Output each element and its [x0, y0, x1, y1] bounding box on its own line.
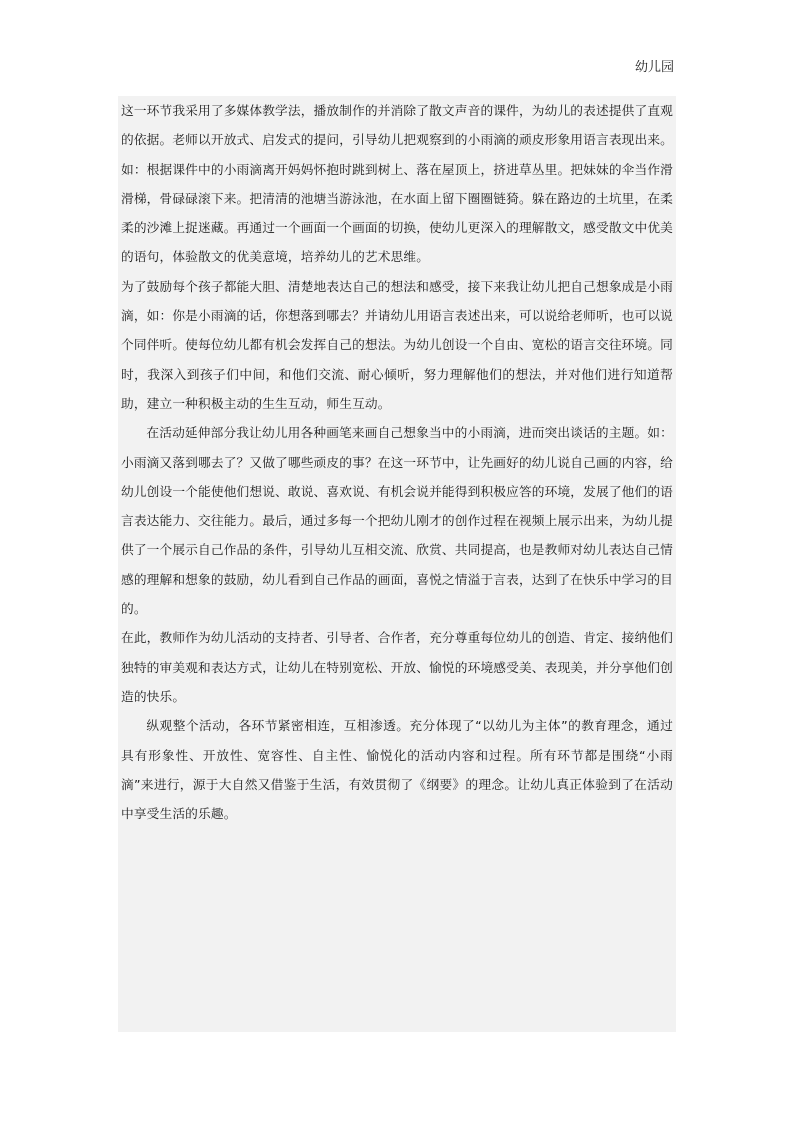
document-body — [118, 96, 676, 1032]
paragraph-multimedia: 这一环节我采用了多媒体教学法，播放制作的并消除了散文声音的课件，为幼儿的表述提供了直观的依据。老师以开放式、启发式的提问，引导幼儿把观察到的小雨滴的顽皮形象用语言表现出来。如：根据课件中的小雨滴离开妈妈怀抱时跳到树上、落在屋顶上，挤进草丛里。把妹妹的伞当作滑滑梯，骨碌碌滚下来。把清清的池塘当游泳池，在水面上留下圈圈链猗。躲在路边的土坑里，在柔柔的沙滩上捉迷藏。再通过一个画面一个画面的切换，使幼儿更深入的理解散文，感受散文中优美的语句，体验散文的优美意境，培养幼儿的艺术思维。 — [121, 103, 674, 265]
page-header-label: 幼儿园 — [634, 60, 674, 75]
paragraph-extension: 在活动延伸部分我让幼儿用各种画笔来画自己想象当中的小雨滴，进而突出谈话的主题。如：小雨滴又落到哪去了？又做了哪些顽皮的事？在这一环节中，让先画好的幼儿说自己画的内容，给幼儿创设一个能使他们想说、敢说、喜欢说、有机会说并能得到积极应答的环境，发展了他们的语言表达能力、交往能力。最后，通过多每一个把幼儿刚才的创作过程在视频上展示出来，为幼儿提供了一个展示自己作品的条件，引导幼儿互相交流、欣赏、共同提高，也是教师对幼儿表达自己情感的理解和想象的鼓励，幼儿看到自己作品的画面，喜悦之情溢于言表，达到了在快乐中学习的目的。 — [121, 425, 674, 617]
paragraph-imagination: 为了鼓励每个孩子都能大胆、清楚地表达自己的想法和感受，接下来我让幼儿把自己想象成是小雨滴，如：你是小雨滴的话，你想落到哪去？并请幼儿用语言表述出来，可以说给老师听，也可以说个同伴听。使每位幼儿都有机会发挥自己的想法。为幼儿创设一个自由、宽松的语言交往环境。同时，我深入到孩子们中间，和他们交流、耐心倾听，努力理解他们的想法，并对他们进行知道帮助，建立一种积极主动的生生互动，师生互动。 — [121, 278, 674, 411]
paragraph-teacher-role: 在此，教师作为幼儿活动的支持者、引导者、合作者，充分尊重每位幼儿的创造、肯定、接纳他们独特的审美观和表达方式，让幼儿在特别宽松、开放、愉悦的环境感受美、表现美，并分享他们创造的快乐。 — [121, 630, 674, 704]
paragraph-summary: 纵观整个活动，各环节紧密相连，互相渗透。充分体现了“以幼儿为主体”的教育理念，通过具有形象性、开放性、宽容性、自主性、愉悦化的活动内容和过程。所有环节都是围绕“小雨滴”来进行，源于大自然又借鉴于生活，有效贯彻了《纲要》的理念。让幼儿真正体验到了在活动中享受生活的乐趣。 — [121, 718, 673, 822]
